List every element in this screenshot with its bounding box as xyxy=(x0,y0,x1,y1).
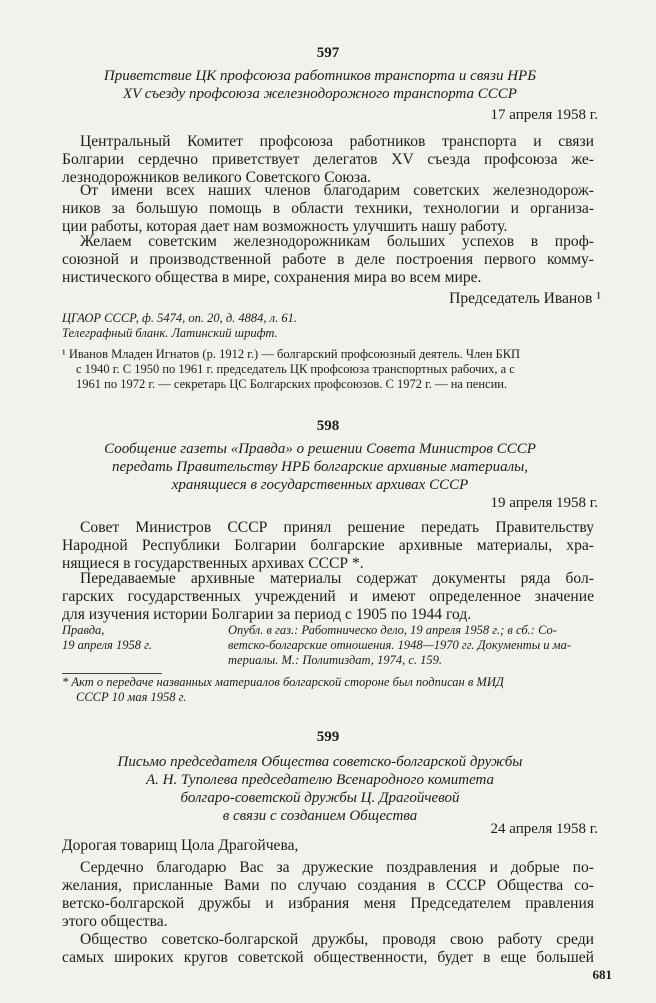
doc-599-title-line: в связи с созданием Общества xyxy=(222,808,418,824)
doc-597-signature: Председатель Иванов ¹ xyxy=(449,290,601,307)
text-line: самых широких кругов советской общественности, будет в еще большей xyxy=(62,949,594,966)
doc-598-footnote xyxy=(62,675,596,705)
source-line: Телеграфный бланк. Латинский шрифт. xyxy=(62,326,278,340)
text-line: гарских государственных учреждений и имеют определенное значение xyxy=(62,588,594,605)
doc-599-title-line: А. Н. Туполева председателю Всенародного комитета xyxy=(145,772,495,788)
text-line: ников за большую помощь в области техники, технологии и организа- xyxy=(62,200,594,217)
doc-599-date: 24 апреля 1958 г. xyxy=(490,821,598,837)
doc-597-title xyxy=(40,67,600,103)
text-line: для изучения истории Болгарии за период с 1905 по 1944 год. xyxy=(62,606,472,623)
text-line: Совет Министров СССР принял решение передать Правительству xyxy=(80,519,594,536)
doc-598-title-line: хранящиеся в государственных архивах СССР xyxy=(171,477,469,493)
doc-599-salutation xyxy=(62,837,594,855)
doc-598-title-line: Сообщение газеты «Правда» о решении Совета Министров СССР xyxy=(104,441,536,457)
source-line: ЦГАОР СССР, ф. 5474, оп. 20, д. 4884, л. 61. xyxy=(62,311,297,325)
doc-598-date: 19 апреля 1958 г. xyxy=(490,495,598,511)
source-line: Опубл. в газ.: Работническо дело, 19 апреля 1958 г.; в сб.: Со- xyxy=(228,623,557,637)
text-line: лезнодорожников великого Советского Союза. xyxy=(62,169,372,186)
doc-597-paragraph xyxy=(62,133,594,187)
doc-597-source xyxy=(62,311,297,341)
doc-597-title-line: XV съезду профсоюза железнодорожного транспорта СССР xyxy=(123,86,517,102)
text-line: нящиеся в государственных архивах СССР *. xyxy=(62,555,364,572)
footnote-divider xyxy=(62,673,162,674)
text-line: Передаваемые архивные материалы содержат документы ряда бол- xyxy=(80,570,594,587)
text-line: желания, присланные Вами по случаю создания в СССР Общества со- xyxy=(62,877,594,894)
text-line: Общество советско-болгарской дружбы, проводя свою работу среди xyxy=(80,931,594,948)
footnote-line: * Акт о передаче названных материалов болгарской стороне был подписан в МИД xyxy=(62,675,504,689)
footnote-line: с 1940 г. С 1950 по 1961 г. председатель ЦК профсоюза транспортных рабочих, а с xyxy=(76,362,515,376)
doc-598-paragraph xyxy=(62,519,594,573)
text-line: ветско-болгарской дружбы и избрания меня Председателем правления xyxy=(62,895,594,912)
doc-598-number: 598 xyxy=(316,418,340,434)
doc-597-paragraph xyxy=(62,233,594,287)
footnote-line: ¹ Иванов Младен Игнатов (р. 1912 г.) — болгарский профсоюзный деятель. Член БКП xyxy=(62,347,521,361)
doc-598-paragraph xyxy=(62,570,594,624)
doc-597-number: 597 xyxy=(316,45,340,61)
doc-597-title-line: Приветствие ЦК профсоюза работников транспорта и связи НРБ xyxy=(103,68,537,84)
doc-599-title-line: болгаро-советской дружбы Ц. Драгойчевой xyxy=(180,790,460,806)
salutation-line: Дорогая товарищ Цола Драгойчева, xyxy=(62,837,299,854)
doc-598-source-right xyxy=(228,623,600,668)
text-line: От имени всех наших членов благодарим советских железнодорож- xyxy=(80,182,594,199)
page-number: 681 xyxy=(592,967,612,982)
source-line: териалы. М.: Политиздат, 1974, с. 159. xyxy=(228,653,443,667)
doc-598-title xyxy=(40,440,600,494)
text-line: ции работы, которая дает нам возможность улучшить нашу работу. xyxy=(62,218,508,235)
doc-597-footnote xyxy=(62,347,596,392)
doc-599-number: 599 xyxy=(316,729,340,745)
text-line: Желаем советским железнодорожникам больших успехов в проф- xyxy=(80,233,594,250)
text-line: Народной Республики Болгарии болгарские архивные материалы, хра- xyxy=(62,537,594,554)
doc-599-paragraph xyxy=(62,859,594,931)
text-line: Болгарии сердечно приветствует делегатов XV съезда профсоюза же- xyxy=(62,151,594,168)
doc-599-paragraph xyxy=(62,931,594,967)
text-line: Центральный Комитет профсоюза работников транспорта и связи xyxy=(80,133,594,150)
text-line: нистического общества в мире, сохранения мира во всем мире. xyxy=(62,269,482,286)
doc-597-date: 17 апреля 1958 г. xyxy=(490,107,598,123)
text-line: Сердечно благодарю Вас за дружеские поздравления и добрые по- xyxy=(80,859,594,876)
doc-598-source-left xyxy=(62,623,212,653)
source-line: 19 апреля 1958 г. xyxy=(62,638,152,652)
doc-598-title-line: передать Правительству НРБ болгарские архивные материалы, xyxy=(111,459,529,475)
doc-599-title xyxy=(40,753,600,825)
doc-597-paragraph xyxy=(62,182,594,236)
source-line: ветско-болгарские отношения. 1948—1970 гг. Документы и ма- xyxy=(228,638,572,652)
footnote-line: 1961 по 1972 г. — секретарь ЦС Болгарских профсоюзов. С 1972 г. — на пенсии. xyxy=(76,377,508,391)
doc-599-title-line: Письмо председателя Общества советско-болгарской дружбы xyxy=(117,754,523,770)
text-line: союзной и производственной работе в деле построения первого комму- xyxy=(62,251,594,268)
text-line: этого общества. xyxy=(62,913,168,930)
source-line: Правда, xyxy=(62,623,105,637)
footnote-line: СССР 10 мая 1958 г. xyxy=(76,690,187,704)
